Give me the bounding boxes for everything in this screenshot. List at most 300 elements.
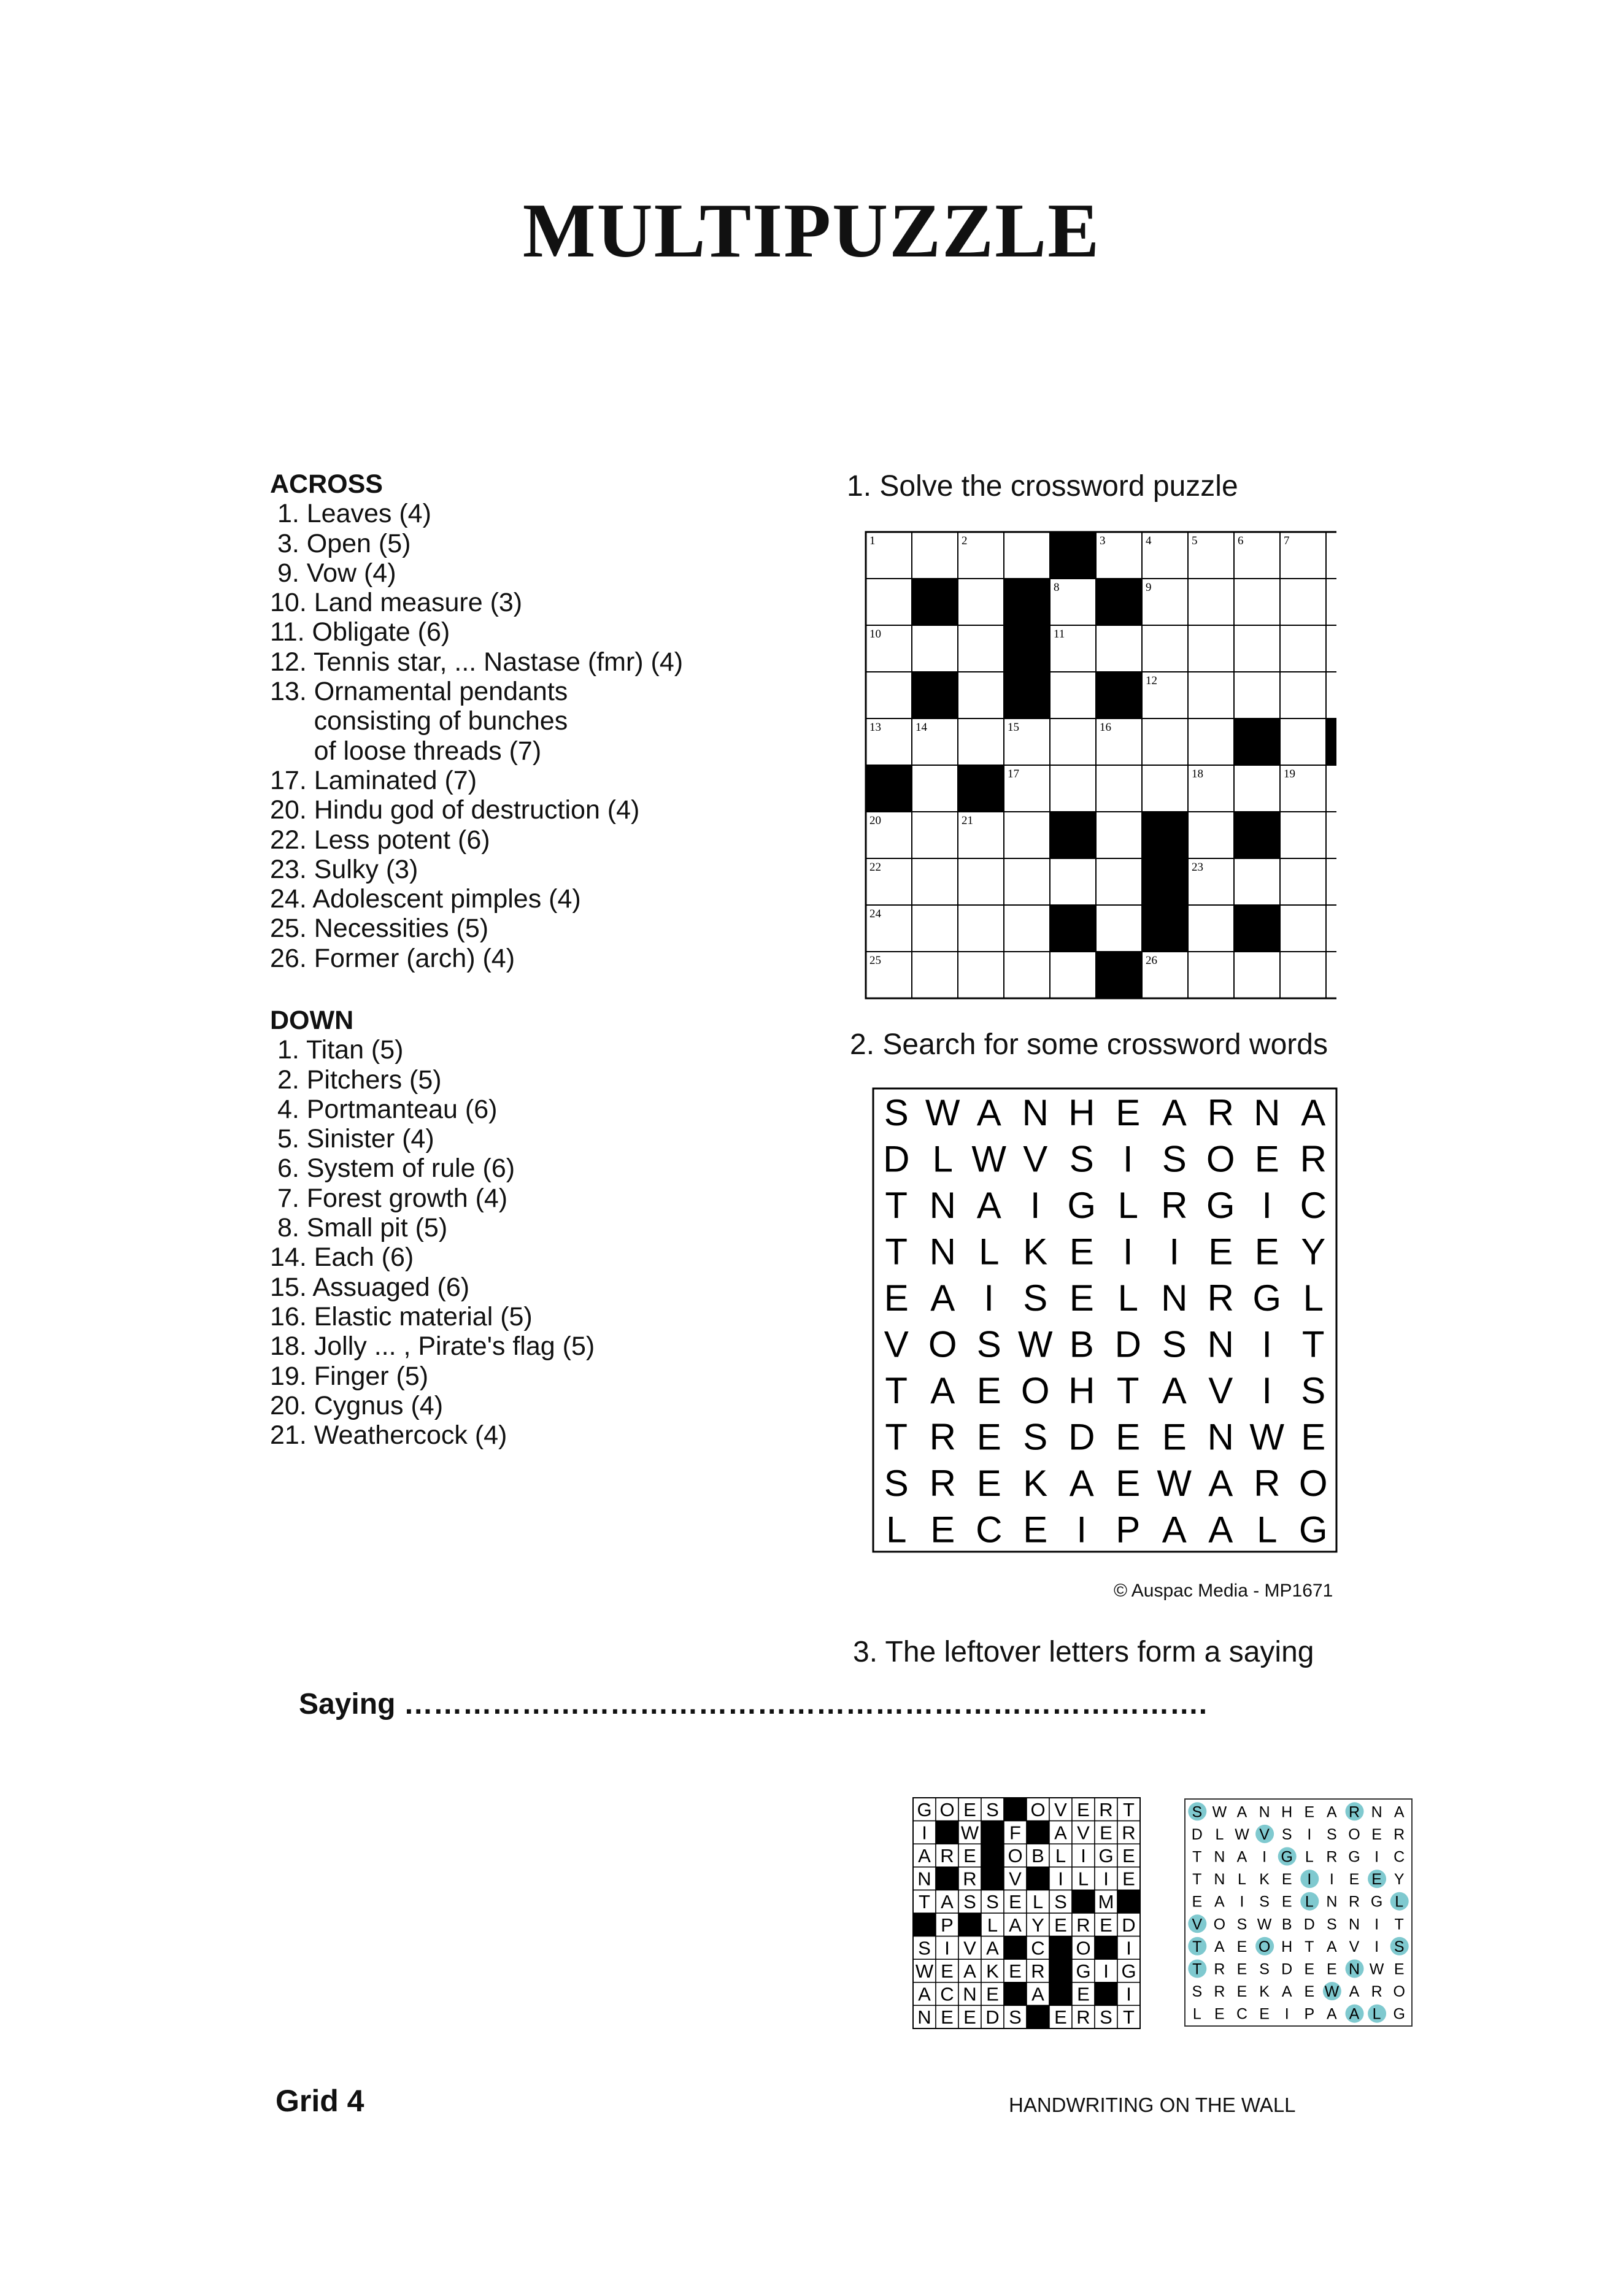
answer-letter: E	[1100, 1822, 1112, 1844]
wordsearch-letter[interactable]: S	[1162, 1323, 1187, 1365]
wordsearch-letter[interactable]: E	[1116, 1416, 1141, 1458]
answer-letter: P	[941, 1914, 954, 1936]
answer-wordsearch-letter: G	[1393, 2005, 1406, 2023]
crossword-cell[interactable]	[1280, 672, 1326, 718]
wordsearch-letter[interactable]: A	[1162, 1509, 1187, 1551]
wordsearch-letter[interactable]: E	[976, 1462, 1001, 1504]
clue-item: 21. Weathercock (4)	[270, 1420, 507, 1450]
answer-wordsearch-letter: E	[1371, 1825, 1382, 1843]
wordsearch-letter[interactable]: A	[976, 1184, 1001, 1226]
crossword-cell[interactable]	[1326, 532, 1336, 579]
answer-wordsearch-letter: I	[1374, 1916, 1380, 1933]
crossword-cell[interactable]	[866, 579, 912, 625]
wordsearch-letter[interactable]: E	[1162, 1416, 1187, 1458]
wordsearch-letter[interactable]: E	[1208, 1231, 1233, 1273]
wordsearch-letter[interactable]: G	[1206, 1184, 1235, 1226]
saying-row	[299, 1687, 1207, 1721]
clue-item: 1. Titan (5)	[270, 1035, 404, 1065]
clue-number: 15	[1008, 721, 1019, 734]
wordsearch-letter[interactable]: T	[1116, 1370, 1139, 1411]
answer-letter: E	[1122, 1868, 1135, 1890]
wordsearch-letter[interactable]: A	[1162, 1092, 1187, 1133]
wordsearch-letter[interactable]: S	[976, 1323, 1001, 1365]
crossword-black-cell	[1050, 812, 1096, 858]
down-list	[270, 1035, 595, 1450]
wordsearch-letter[interactable]: E	[1116, 1092, 1141, 1133]
wordsearch-letter[interactable]: O	[1020, 1370, 1050, 1411]
crossword-cell[interactable]	[1188, 579, 1234, 625]
crossword-black-cell	[912, 672, 958, 718]
wordsearch-letter[interactable]: G	[1067, 1184, 1097, 1226]
answer-black-cell	[1117, 1890, 1140, 1913]
answer-letter: A	[941, 1891, 954, 1913]
crossword-cell[interactable]	[1004, 858, 1050, 905]
crossword-cell[interactable]	[1326, 858, 1336, 905]
crossword-black-cell	[912, 579, 958, 625]
crossword-black-cell	[1326, 718, 1336, 765]
wordsearch-letter[interactable]: Y	[1301, 1231, 1326, 1273]
crossword-cell[interactable]	[1280, 905, 1326, 952]
wordsearch-letter[interactable]: I	[1122, 1138, 1133, 1180]
answer-letter: E	[1100, 1914, 1112, 1936]
answer-wordsearch-letter: K	[1259, 1983, 1270, 2001]
answer-letter: E	[1077, 1798, 1090, 1820]
answer-letter: E	[963, 1798, 976, 1820]
clue-item: 3. Open (5)	[270, 528, 411, 558]
crossword-cell[interactable]	[912, 952, 958, 998]
wordsearch-letter[interactable]: V	[1023, 1138, 1048, 1180]
crossword-cell[interactable]	[1234, 579, 1280, 625]
wordsearch-letter[interactable]: O	[928, 1323, 957, 1365]
crossword-cell[interactable]	[1280, 812, 1326, 858]
wordsearch-letter[interactable]: I	[1030, 1184, 1041, 1226]
answer-black-cell	[981, 1821, 1004, 1844]
answer-wordsearch-letter: C	[1236, 2005, 1249, 2023]
wordsearch-letter[interactable]: E	[884, 1277, 909, 1319]
answer-letter: R	[1076, 2006, 1090, 2028]
clue-number: 22	[869, 861, 881, 874]
wordsearch-letter[interactable]: E	[1254, 1231, 1279, 1273]
answer-wordsearch-letter: H	[1281, 1938, 1293, 1955]
answer-letter: S	[1054, 1891, 1067, 1913]
answer-wordsearch-letter: A	[1327, 2005, 1338, 2023]
crossword-cell[interactable]	[1096, 905, 1142, 952]
crossword-cell[interactable]	[1050, 672, 1096, 718]
answer-wordsearch-letter: N	[1214, 1848, 1226, 1866]
wordsearch-letter[interactable]: W	[1017, 1323, 1053, 1365]
answer-wordsearch-letter: C	[1394, 1848, 1406, 1866]
wordsearch-letter[interactable]: L	[1303, 1277, 1324, 1319]
wordsearch-letter[interactable]: E	[1254, 1138, 1279, 1180]
answer-wordsearch-letter: L	[1192, 2005, 1202, 2023]
answer-letter: S	[1100, 2006, 1112, 2028]
wordsearch-letter[interactable]: R	[1161, 1184, 1188, 1226]
answer-wordsearch-letter: A	[1349, 2005, 1360, 2023]
crossword-cell[interactable]	[958, 672, 1004, 718]
crossword-cell[interactable]	[958, 718, 1004, 765]
answer-letter: I	[922, 1822, 927, 1844]
answer-letter: R	[1099, 1798, 1113, 1820]
wordsearch-letter[interactable]: A	[930, 1277, 955, 1319]
clue-number: 10	[869, 628, 881, 641]
answer-letter: L	[1055, 1845, 1066, 1866]
answer-letter: N	[917, 1868, 931, 1890]
answer-letter: W	[915, 1960, 934, 1982]
wordsearch-letter[interactable]: B	[1069, 1323, 1094, 1365]
answer-letter: K	[986, 1960, 999, 1982]
answer-wordsearch-letter: O	[1393, 1983, 1406, 2001]
wordsearch-letter[interactable]: R	[1300, 1138, 1327, 1180]
crossword-cell[interactable]	[1280, 625, 1326, 672]
answer-wordsearch-letter: I	[1374, 1938, 1380, 1955]
crossword-cell[interactable]	[1234, 672, 1280, 718]
answer-wordsearch-letter: E	[1236, 1938, 1248, 1955]
wordsearch-letter[interactable]: S	[1023, 1416, 1048, 1458]
wordsearch-letter[interactable]: I	[1076, 1509, 1087, 1551]
crossword-cell[interactable]	[912, 858, 958, 905]
answer-black-cell	[1027, 1821, 1049, 1844]
wordsearch-letter[interactable]: K	[1023, 1231, 1048, 1273]
answer-letter: R	[1122, 1822, 1136, 1844]
answer-wordsearch-letter: R	[1214, 1983, 1226, 2001]
answer-black-cell	[1049, 1959, 1072, 1982]
wordsearch-letter[interactable]: A	[930, 1370, 955, 1411]
step-3-heading: 3. The leftover letters form a saying	[853, 1636, 1314, 1668]
crossword-cell[interactable]	[1326, 579, 1336, 625]
answer-wordsearch-letter: S	[1192, 1983, 1203, 2001]
wordsearch-letter[interactable]: D	[883, 1138, 910, 1180]
answer-wordsearch-letter: E	[1259, 2005, 1270, 2023]
wordsearch-letter[interactable]: T	[885, 1231, 908, 1273]
crossword-cell[interactable]	[1188, 812, 1234, 858]
crossword-cell[interactable]	[1326, 625, 1336, 672]
saying-answer-line[interactable]: ……………………………………………………………………….	[403, 1688, 1208, 1720]
wordsearch-letter[interactable]: O	[1206, 1138, 1235, 1180]
answer-black-cell	[1049, 1936, 1072, 1960]
wordsearch-letter[interactable]: L	[979, 1231, 1000, 1273]
wordsearch-letter[interactable]: I	[1262, 1184, 1273, 1226]
crossword-cell[interactable]	[1142, 765, 1188, 812]
crossword-cell[interactable]	[1188, 718, 1234, 765]
crossword-grid[interactable]	[864, 530, 1336, 1004]
answer-wordsearch-letter: T	[1305, 1938, 1315, 1955]
wordsearch-letter[interactable]: I	[1262, 1370, 1273, 1411]
clue-item: 24. Adolescent pimples (4)	[270, 884, 581, 914]
answer-letter: L	[1032, 1891, 1044, 1913]
answer-letter: E	[1122, 1845, 1135, 1866]
wordsearch-letter[interactable]: L	[1117, 1277, 1138, 1319]
crossword-cell[interactable]	[1326, 905, 1336, 952]
wordsearch-letter[interactable]: A	[1162, 1370, 1187, 1411]
crossword-cell[interactable]	[912, 905, 958, 952]
wordsearch-letter[interactable]: C	[976, 1509, 1003, 1551]
crossword-cell[interactable]	[1326, 672, 1336, 718]
answer-letter: I	[1126, 1937, 1131, 1959]
wordsearch-letter[interactable]: V	[1208, 1370, 1233, 1411]
answer-letter: E	[941, 1960, 954, 1982]
crossword-cell[interactable]	[1188, 905, 1234, 952]
crossword-cell[interactable]	[1050, 858, 1096, 905]
crossword-cell[interactable]	[912, 812, 958, 858]
wordsearch-letter[interactable]: H	[1068, 1092, 1095, 1133]
answer-black-cell	[1004, 1798, 1027, 1821]
wordsearch-letter[interactable]: P	[1116, 1509, 1141, 1551]
answer-wordsearch-letter: W	[1324, 1983, 1340, 2001]
crossword-cell[interactable]	[1004, 952, 1050, 998]
answer-letter: E	[1054, 1914, 1067, 1936]
crossword-black-cell	[1142, 812, 1188, 858]
clue-number: 20	[869, 814, 881, 827]
answer-letter: V	[1054, 1798, 1067, 1820]
crossword-cell[interactable]	[958, 625, 1004, 672]
wordsearch-letter[interactable]: T	[885, 1370, 908, 1411]
clue-item: 13. Ornamental pendants	[270, 677, 568, 707]
answer-letter: R	[1076, 1914, 1090, 1936]
answer-letter: E	[1077, 1983, 1090, 2005]
answer-letter: L	[1078, 1868, 1089, 1890]
answer-black-cell	[1004, 1982, 1027, 2006]
answer-crossword-grid	[912, 1797, 1143, 2032]
crossword-black-cell	[1234, 812, 1280, 858]
crossword-cell[interactable]	[1326, 952, 1336, 998]
wordsearch-letter[interactable]: I	[1169, 1231, 1180, 1273]
answer-letter: O	[1076, 1937, 1091, 1959]
answer-wordsearch-letter: H	[1281, 1803, 1293, 1821]
answer-wordsearch-letter: D	[1191, 1825, 1203, 1843]
answer-letter: D	[985, 2006, 1000, 2028]
clue-item: 12. Tennis star, ... Nastase (fmr) (4)	[270, 647, 684, 677]
clue-item: 15. Assuaged (6)	[270, 1272, 470, 1302]
answer-wordsearch-letter: E	[1214, 2005, 1225, 2023]
crossword-cell[interactable]	[1188, 672, 1234, 718]
answer-wordsearch-letter: E	[1236, 1983, 1248, 2001]
crossword-cell[interactable]	[958, 952, 1004, 998]
answer-wordsearch-letter: N	[1348, 1916, 1361, 1933]
wordsearch-letter[interactable]: R	[929, 1462, 956, 1504]
wordsearch-letter[interactable]: O	[1298, 1462, 1328, 1504]
wordsearch-letter[interactable]: W	[971, 1138, 1007, 1180]
crossword-cell[interactable]	[1096, 625, 1142, 672]
crossword-black-cell	[1234, 718, 1280, 765]
wordsearch-letter[interactable]: A	[1208, 1462, 1233, 1504]
crossword-cell[interactable]	[1050, 718, 1096, 765]
wordsearch-letter[interactable]: E	[1069, 1231, 1094, 1273]
wordsearch-letter[interactable]: N	[1254, 1092, 1281, 1133]
answer-letter: E	[1009, 1960, 1022, 1982]
wordsearch-letter[interactable]: D	[1114, 1323, 1141, 1365]
crossword-cell[interactable]	[1234, 952, 1280, 998]
crossword-cell[interactable]	[1280, 858, 1326, 905]
crossword-cell[interactable]	[958, 858, 1004, 905]
wordsearch-letter[interactable]: R	[1207, 1092, 1234, 1133]
wordsearch-letter[interactable]: A	[976, 1092, 1001, 1133]
answer-letter: R	[963, 1868, 977, 1890]
answer-wordsearch-letter: I	[1329, 1871, 1335, 1889]
wordsearch-letter[interactable]: E	[1116, 1462, 1141, 1504]
answer-black-cell	[958, 1913, 981, 1936]
wordsearch-letter[interactable]: T	[885, 1184, 908, 1226]
clue-number: 5	[1192, 534, 1198, 547]
wordsearch-letter[interactable]: W	[1157, 1462, 1192, 1504]
answer-wordsearch-letter: I	[1262, 1848, 1268, 1866]
wordsearch-letter[interactable]: E	[976, 1416, 1001, 1458]
answer-letter: Y	[1031, 1914, 1044, 1936]
clue-number: 7	[1284, 534, 1290, 547]
answer-letter: C	[1031, 1937, 1045, 1959]
answer-wordsearch-letter: T	[1192, 1848, 1203, 1866]
crossword-cell[interactable]	[1188, 625, 1234, 672]
wordsearch-letter[interactable]: R	[929, 1416, 956, 1458]
crossword-cell[interactable]	[912, 532, 958, 579]
wordsearch-letter[interactable]: V	[884, 1323, 909, 1365]
wordsearch-letter[interactable]: I	[1262, 1323, 1273, 1365]
wordsearch-letter[interactable]: I	[984, 1277, 995, 1319]
answer-wordsearch-letter: I	[1307, 1825, 1313, 1843]
clue-item: 23. Sulky (3)	[270, 854, 418, 884]
crossword-black-cell	[958, 765, 1004, 812]
answer-wordsearch-letter: A	[1327, 1938, 1338, 1955]
answer-letter: M	[1098, 1891, 1114, 1913]
crossword-cell[interactable]	[1280, 579, 1326, 625]
crossword-cell[interactable]	[1050, 952, 1096, 998]
answer-wordsearch-letter: N	[1259, 1803, 1271, 1821]
answer-wordsearch-letter: A	[1327, 1803, 1338, 1821]
crossword-black-cell	[1004, 625, 1050, 672]
answer-wordsearch-letter: L	[1238, 1871, 1247, 1889]
wordsearch-letter[interactable]: E	[1023, 1509, 1048, 1551]
answer-wordsearch-letter: N	[1348, 1960, 1361, 1978]
wordsearch-grid[interactable]	[871, 1087, 1344, 1559]
answer-wordsearch-letter: E	[1371, 1871, 1382, 1889]
answer-wordsearch-letter: T	[1394, 1916, 1405, 1933]
grid-label: Grid 4	[276, 2084, 364, 2118]
wordsearch-letter[interactable]: T	[1301, 1323, 1325, 1365]
wordsearch-letter[interactable]: L	[886, 1509, 907, 1551]
answer-wordsearch-letter: G	[1281, 1848, 1293, 1866]
answer-wordsearch-letter: K	[1259, 1871, 1270, 1889]
wordsearch-letter[interactable]: R	[1254, 1462, 1281, 1504]
crossword-cell[interactable]	[1326, 765, 1336, 812]
wordsearch-letter[interactable]: E	[976, 1370, 1001, 1411]
crossword-cell[interactable]	[1004, 905, 1050, 952]
crossword-cell[interactable]	[958, 905, 1004, 952]
wordsearch-letter[interactable]: L	[1117, 1184, 1138, 1226]
wordsearch-letter[interactable]: A	[1301, 1092, 1326, 1133]
clue-item: 25. Necessities (5)	[270, 914, 489, 944]
wordsearch-letter[interactable]: N	[1022, 1092, 1049, 1133]
crossword-cell[interactable]	[1280, 952, 1326, 998]
crossword-cell[interactable]	[1234, 765, 1280, 812]
wordsearch-letter[interactable]: A	[1069, 1462, 1094, 1504]
answer-wordsearch-letter: O	[1213, 1916, 1227, 1933]
crossword-cell[interactable]	[1234, 858, 1280, 905]
answer-wordsearch-letter: L	[1395, 1893, 1405, 1911]
answer-wordsearch-letter: R	[1326, 1848, 1338, 1866]
wordsearch-letter[interactable]: E	[1069, 1277, 1094, 1319]
wordsearch-letter[interactable]: C	[1300, 1184, 1327, 1226]
answer-wordsearch-letter: A	[1349, 1983, 1360, 2001]
wordsearch-letter[interactable]: I	[1122, 1231, 1133, 1273]
page-title: MULTIPUZZLE	[522, 188, 1101, 274]
crossword-cell[interactable]	[1142, 718, 1188, 765]
wordsearch-letter[interactable]: N	[1207, 1416, 1234, 1458]
wordsearch-letter[interactable]: N	[1207, 1323, 1234, 1365]
wordsearch-letter[interactable]: E	[930, 1509, 955, 1551]
wordsearch-letter[interactable]: W	[1249, 1416, 1285, 1458]
crossword-cell[interactable]	[912, 765, 958, 812]
crossword-cell[interactable]	[866, 672, 912, 718]
wordsearch-letter[interactable]: S	[1069, 1138, 1094, 1180]
wordsearch-letter[interactable]: D	[1068, 1416, 1095, 1458]
clue-item: 20. Hindu god of destruction (4)	[270, 795, 640, 825]
crossword-cell[interactable]	[1234, 625, 1280, 672]
crossword-cell[interactable]	[1188, 952, 1234, 998]
wordsearch-letter[interactable]: E	[1301, 1416, 1326, 1458]
clue-number: 21	[962, 814, 973, 827]
crossword-cell[interactable]	[1004, 532, 1050, 579]
clue-number: 4	[1146, 534, 1152, 547]
crossword-cell[interactable]	[958, 579, 1004, 625]
clue-item: 4. Portmanteau (6)	[270, 1094, 498, 1124]
wordsearch-letter[interactable]: K	[1023, 1462, 1048, 1504]
wordsearch-letter[interactable]: S	[884, 1092, 909, 1133]
answer-letter: T	[1123, 1798, 1135, 1820]
wordsearch-letter[interactable]: A	[1208, 1509, 1233, 1551]
answer-letter: R	[1031, 1960, 1045, 1982]
answer-letter: A	[918, 1845, 931, 1866]
wordsearch-letter[interactable]: R	[1207, 1277, 1234, 1319]
answer-black-cell	[1072, 1890, 1095, 1913]
wordsearch-letter[interactable]: H	[1068, 1370, 1095, 1411]
crossword-cell[interactable]	[1096, 858, 1142, 905]
answer-wordsearch-letter: E	[1192, 1893, 1203, 1911]
crossword-cell[interactable]	[1096, 765, 1142, 812]
crossword-cell[interactable]	[1004, 812, 1050, 858]
crossword-cell[interactable]	[1050, 765, 1096, 812]
wordsearch-letter[interactable]: G	[1252, 1277, 1282, 1319]
wordsearch-letter[interactable]: S	[884, 1462, 909, 1504]
answer-wordsearch-letter: R	[1348, 1893, 1361, 1911]
answer-letter: S	[986, 1891, 999, 1913]
clue-number: 26	[1146, 954, 1157, 967]
clue-number: 23	[1192, 861, 1203, 874]
wordsearch-letter[interactable]: L	[1257, 1509, 1278, 1551]
crossword-cell[interactable]	[1142, 625, 1188, 672]
crossword-cell[interactable]	[1326, 812, 1336, 858]
wordsearch-letter[interactable]: S	[1162, 1138, 1187, 1180]
clue-number: 11	[1054, 628, 1065, 641]
wordsearch-letter[interactable]: S	[1023, 1277, 1048, 1319]
wordsearch-letter[interactable]: L	[932, 1138, 953, 1180]
answer-black-cell	[913, 1913, 936, 1936]
crossword-cell[interactable]	[1096, 812, 1142, 858]
wordsearch-letter[interactable]: G	[1298, 1509, 1328, 1551]
answer-letter: N	[917, 2006, 931, 2028]
wordsearch-letter[interactable]: N	[929, 1184, 956, 1226]
clue-item: 16. Elastic material (5)	[270, 1301, 533, 1331]
crossword-cell[interactable]	[1280, 718, 1326, 765]
answer-letter: O	[1008, 1845, 1023, 1866]
wordsearch-letter[interactable]: N	[1161, 1277, 1188, 1319]
wordsearch-letter[interactable]: W	[925, 1092, 960, 1133]
wordsearch-letter[interactable]: T	[885, 1416, 908, 1458]
wordsearch-letter[interactable]: S	[1301, 1370, 1326, 1411]
answer-black-cell	[936, 1867, 958, 1890]
clue-item: 22. Less potent (6)	[270, 825, 490, 855]
crossword-cell[interactable]	[912, 625, 958, 672]
wordsearch-letter[interactable]: N	[929, 1231, 956, 1273]
answer-wordsearch-letter: A	[1394, 1803, 1405, 1821]
